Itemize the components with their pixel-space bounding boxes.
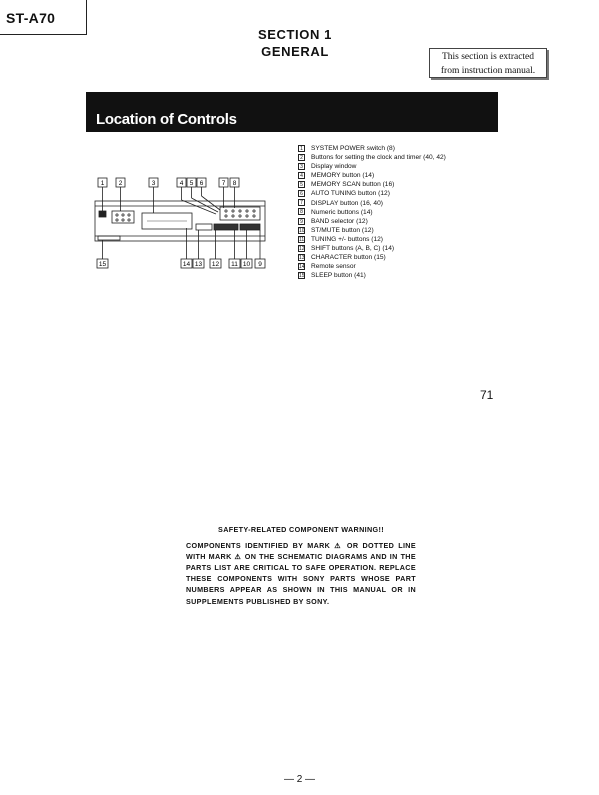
control-item <box>298 208 446 217</box>
callout-label-8: 8 <box>232 180 237 187</box>
callout-12 <box>210 259 221 268</box>
callout-label-6: 6 <box>199 180 204 187</box>
extract-note-line1: This section is extracted <box>441 52 535 62</box>
control-item <box>298 271 446 280</box>
callout-11 <box>229 259 240 268</box>
page-number: 71 <box>480 388 494 402</box>
callout-label-7: 7 <box>221 180 226 187</box>
section-heading <box>200 26 390 60</box>
callout-label-5: 5 <box>189 180 194 187</box>
control-label: Display window <box>311 163 357 171</box>
callout-label-3: 3 <box>151 180 156 187</box>
banner-title: Location of Controls <box>96 111 237 128</box>
callout-10 <box>241 259 252 268</box>
control-label: CHARACTER button (15) <box>311 254 386 262</box>
safety-warning <box>186 524 416 607</box>
callout-label-4: 4 <box>179 180 184 187</box>
control-number-box: 3 <box>298 163 305 170</box>
control-item <box>298 180 446 189</box>
control-item <box>298 171 446 180</box>
control-label: MEMORY button (14) <box>311 172 375 180</box>
control-item <box>298 226 446 235</box>
control-item <box>298 235 446 244</box>
section-name: GENERAL <box>261 44 329 59</box>
footer-page-number: — 2 — <box>283 774 316 785</box>
control-item <box>298 199 446 208</box>
control-label: SHIFT buttons (A, B, C) (14) <box>311 245 395 253</box>
control-number-box: 5 <box>298 181 305 188</box>
control-item <box>298 217 446 226</box>
callout-label-10: 10 <box>242 261 251 268</box>
callout-label-12: 12 <box>211 261 220 268</box>
callout-label-1: 1 <box>100 180 105 187</box>
callout-label-13: 13 <box>194 261 203 268</box>
control-number-box: 12 <box>299 245 305 252</box>
callout-label-14: 14 <box>182 261 191 268</box>
callout-2 <box>116 178 125 187</box>
control-item <box>298 162 446 171</box>
control-number-box: 9 <box>298 218 305 225</box>
control-item <box>298 144 446 153</box>
callout-7 <box>219 178 228 187</box>
callout-5 <box>187 178 196 187</box>
callout-label-11: 11 <box>231 261 238 268</box>
callout-1 <box>98 178 107 187</box>
control-label: MEMORY SCAN button (16) <box>311 181 395 189</box>
control-item <box>298 189 446 198</box>
section-number: SECTION 1 <box>257 27 333 42</box>
control-label: SYSTEM POWER switch (8) <box>311 145 395 152</box>
control-label: ST/MUTE button (12) <box>311 226 374 234</box>
control-number-box: 14 <box>299 263 305 270</box>
control-item <box>298 262 446 271</box>
control-number-box: 6 <box>298 190 305 197</box>
control-item <box>298 153 446 162</box>
callout-label-2: 2 <box>118 180 123 187</box>
callout-4 <box>177 178 186 187</box>
callout-15 <box>97 259 108 268</box>
location-of-controls-banner <box>86 92 498 132</box>
control-number-box: 4 <box>298 172 305 179</box>
control-number-box: 8 <box>298 208 305 215</box>
control-item <box>298 244 446 253</box>
control-label: TUNING +/- buttons (12) <box>311 235 384 243</box>
callout-label-9: 9 <box>258 261 262 268</box>
control-label: SLEEP button (41) <box>311 272 366 280</box>
front-panel-diagram <box>92 170 292 272</box>
tuner-unit-drawing <box>95 187 265 259</box>
controls-list <box>298 144 446 280</box>
control-number-box: 15 <box>299 273 305 280</box>
control-label: Buttons for setting the clock and timer (40, 42) <box>311 154 446 162</box>
control-label: Numeric buttons (14) <box>311 208 373 216</box>
model-number: ST-A70 <box>6 10 56 26</box>
control-number-box: 13 <box>299 254 305 261</box>
control-number-box: 2 <box>298 154 305 161</box>
callout-label-15: 15 <box>98 261 107 268</box>
callout-8 <box>230 178 239 187</box>
callout-6 <box>197 178 206 187</box>
control-number-box: 11 <box>299 236 305 243</box>
warning-title: SAFETY-RELATED COMPONENT WARNING!! <box>218 525 384 534</box>
control-label: BAND selector (12) <box>311 217 368 225</box>
control-number-box: 1 <box>298 145 305 152</box>
callout-3 <box>149 178 158 187</box>
extract-note <box>429 48 547 78</box>
callout-14 <box>181 259 192 268</box>
callout-9 <box>255 259 265 268</box>
callout-13 <box>193 259 204 268</box>
control-number-box: 10 <box>299 227 305 234</box>
control-number-box: 7 <box>298 199 305 206</box>
control-label: AUTO TUNING button (12) <box>311 190 390 198</box>
model-tag <box>0 0 87 35</box>
control-item <box>298 253 446 262</box>
warning-body: COMPONENTS IDENTIFIED BY MARK ⚠ OR DOTTED LINE WITH MARK ⚠ ON THE SCHEMATIC DIAGRAMS AND IN THE PARTS LIST ARE CRITICAL TO SAFE OPERATION. REPLACE THESE COMPONENTS WITH SONY PARTS WHOSE PART NUMBERS APPEAR AS SHOWN IN THIS MANUAL OR IN SUPPLEMENTS PUBLISHED BY SONY. <box>186 541 416 606</box>
control-label: DISPLAY button (16, 40) <box>311 199 383 207</box>
control-label: Remote sensor <box>311 263 356 271</box>
extract-note-line2: from instruction manual. <box>440 66 536 76</box>
